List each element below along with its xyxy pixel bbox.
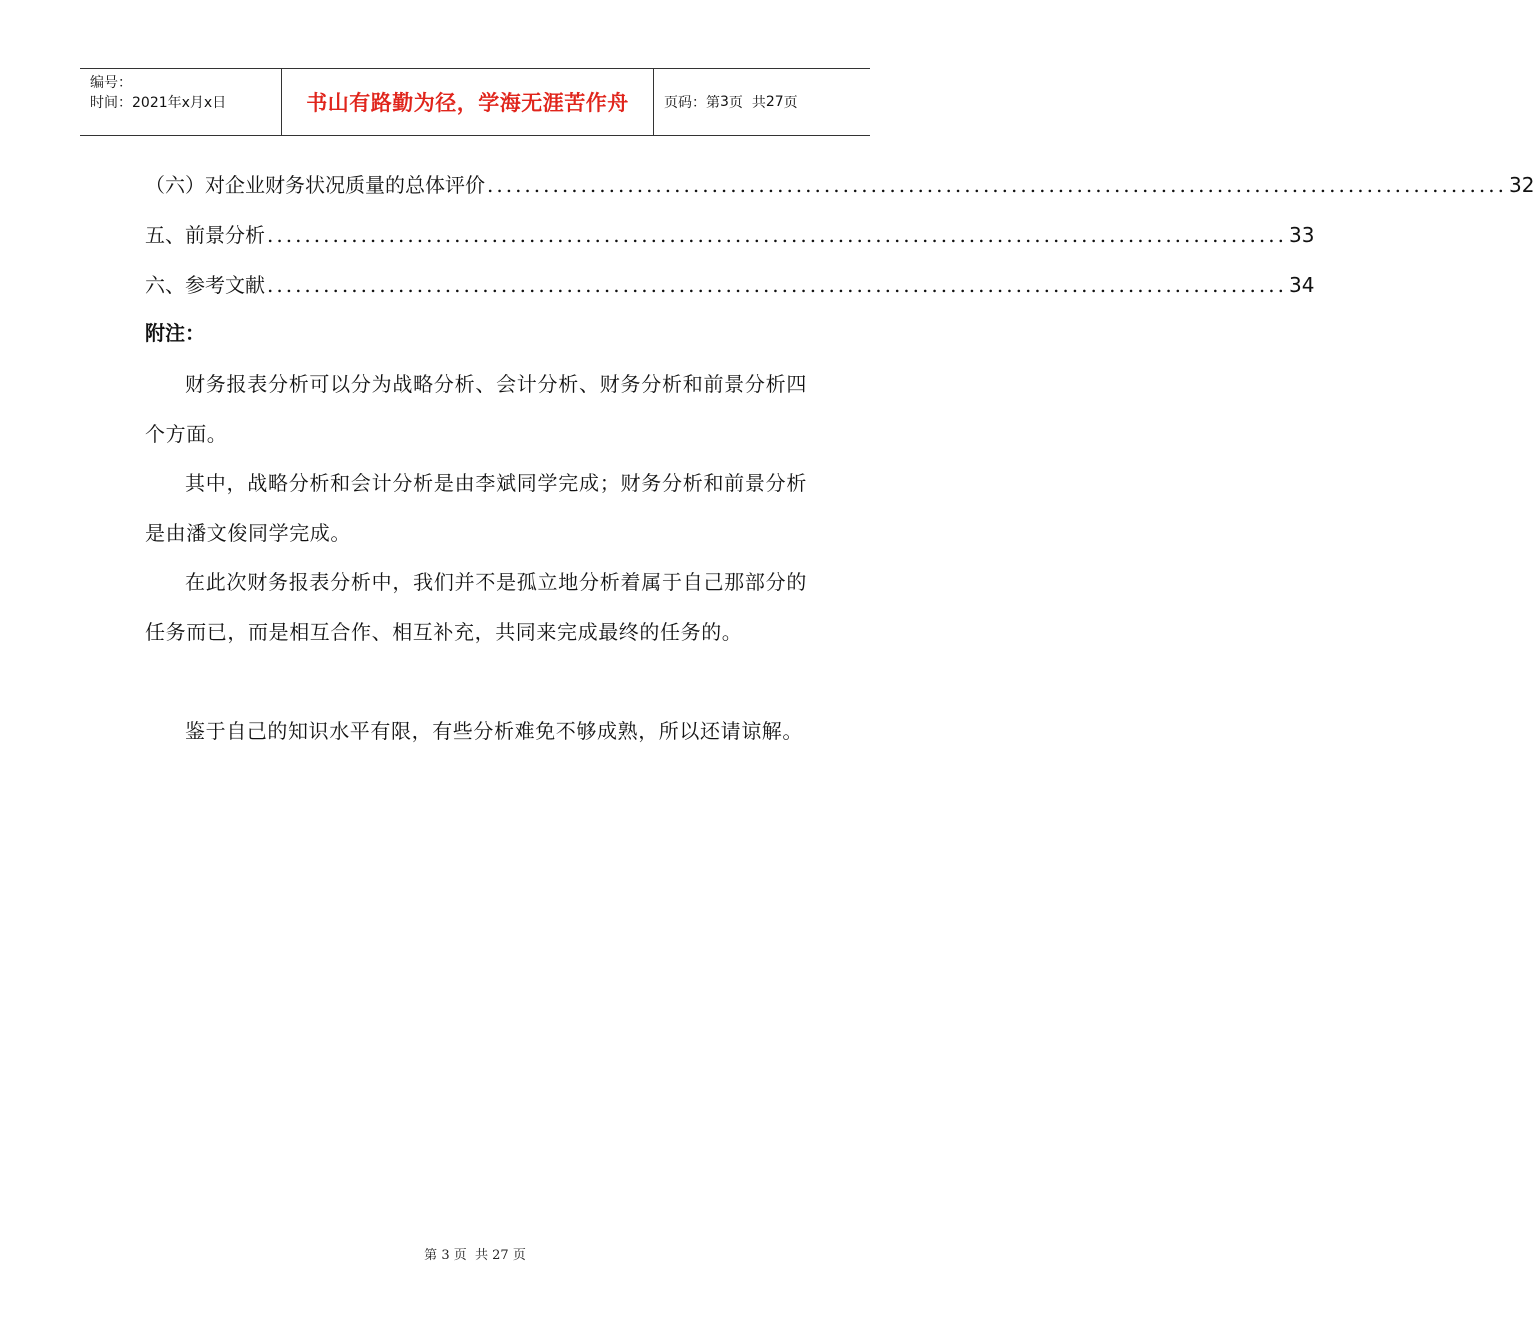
page-header xyxy=(80,68,870,136)
header-time: 时间：2021年x月x日 xyxy=(90,95,227,111)
note-paragraph: 财务报表分析可以分为战略分析、会计分析、财务分析和前景分析四个方面。 xyxy=(145,372,807,446)
header-page-mid: 页 共 xyxy=(728,95,766,111)
header-number: 编号： xyxy=(90,75,132,91)
toc-entry-title: 六、参考文献 xyxy=(145,273,265,297)
toc-entry-title: 五、前景分析 xyxy=(145,223,265,247)
note-paragraph: 鉴于自己的知识水平有限，有些分析难免不够成熟，所以还请谅解。 xyxy=(185,719,803,743)
footer-prefix: 第 xyxy=(424,1248,438,1263)
page-footer xyxy=(0,1244,950,1263)
note-title: 附注： xyxy=(145,321,205,345)
toc-entry-page: 34 xyxy=(1288,273,1315,297)
toc-leader-dots: ............................................................................................................. xyxy=(267,223,1287,247)
note-paragraph: 在此次财务报表分析中，我们并不是孤立地分析着属于自己那部分的任务而已，而是相互合作、相互补充，共同来完成最终的任务的。 xyxy=(145,570,807,644)
footer-page-number: 3 xyxy=(441,1248,450,1263)
toc-entry[interactable] xyxy=(145,270,1315,300)
header-motto: 书山有路勤为径，学海无涯苦作舟 xyxy=(281,69,654,135)
footer-mid: 页 共 xyxy=(453,1248,488,1263)
header-page-total: 27 xyxy=(765,94,784,110)
footer-page-total: 27 xyxy=(492,1248,509,1263)
footer-suffix: 页 xyxy=(512,1248,526,1263)
toc-entry-page: 32 xyxy=(1508,173,1534,197)
header-page-prefix: 页码：第 xyxy=(664,95,720,111)
toc-entry-title: （六）对企业财务状况质量的总体评价 xyxy=(145,173,485,197)
note-paragraph: 其中，战略分析和会计分析是由李斌同学完成；财务分析和前景分析是由潘文俊同学完成。 xyxy=(145,471,807,545)
toc-leader-dots: ............................................................................................................. xyxy=(487,173,1507,197)
toc-leader-dots: ............................................................................................................. xyxy=(267,273,1287,297)
header-page-suffix: 页 xyxy=(783,95,798,111)
toc-entry[interactable] xyxy=(145,220,1315,250)
toc-entry-page: 33 xyxy=(1288,223,1315,247)
header-page-number: 3 xyxy=(720,94,729,110)
header-page-info xyxy=(654,69,870,135)
header-meta xyxy=(80,69,281,135)
toc-entry[interactable] xyxy=(145,170,1534,200)
